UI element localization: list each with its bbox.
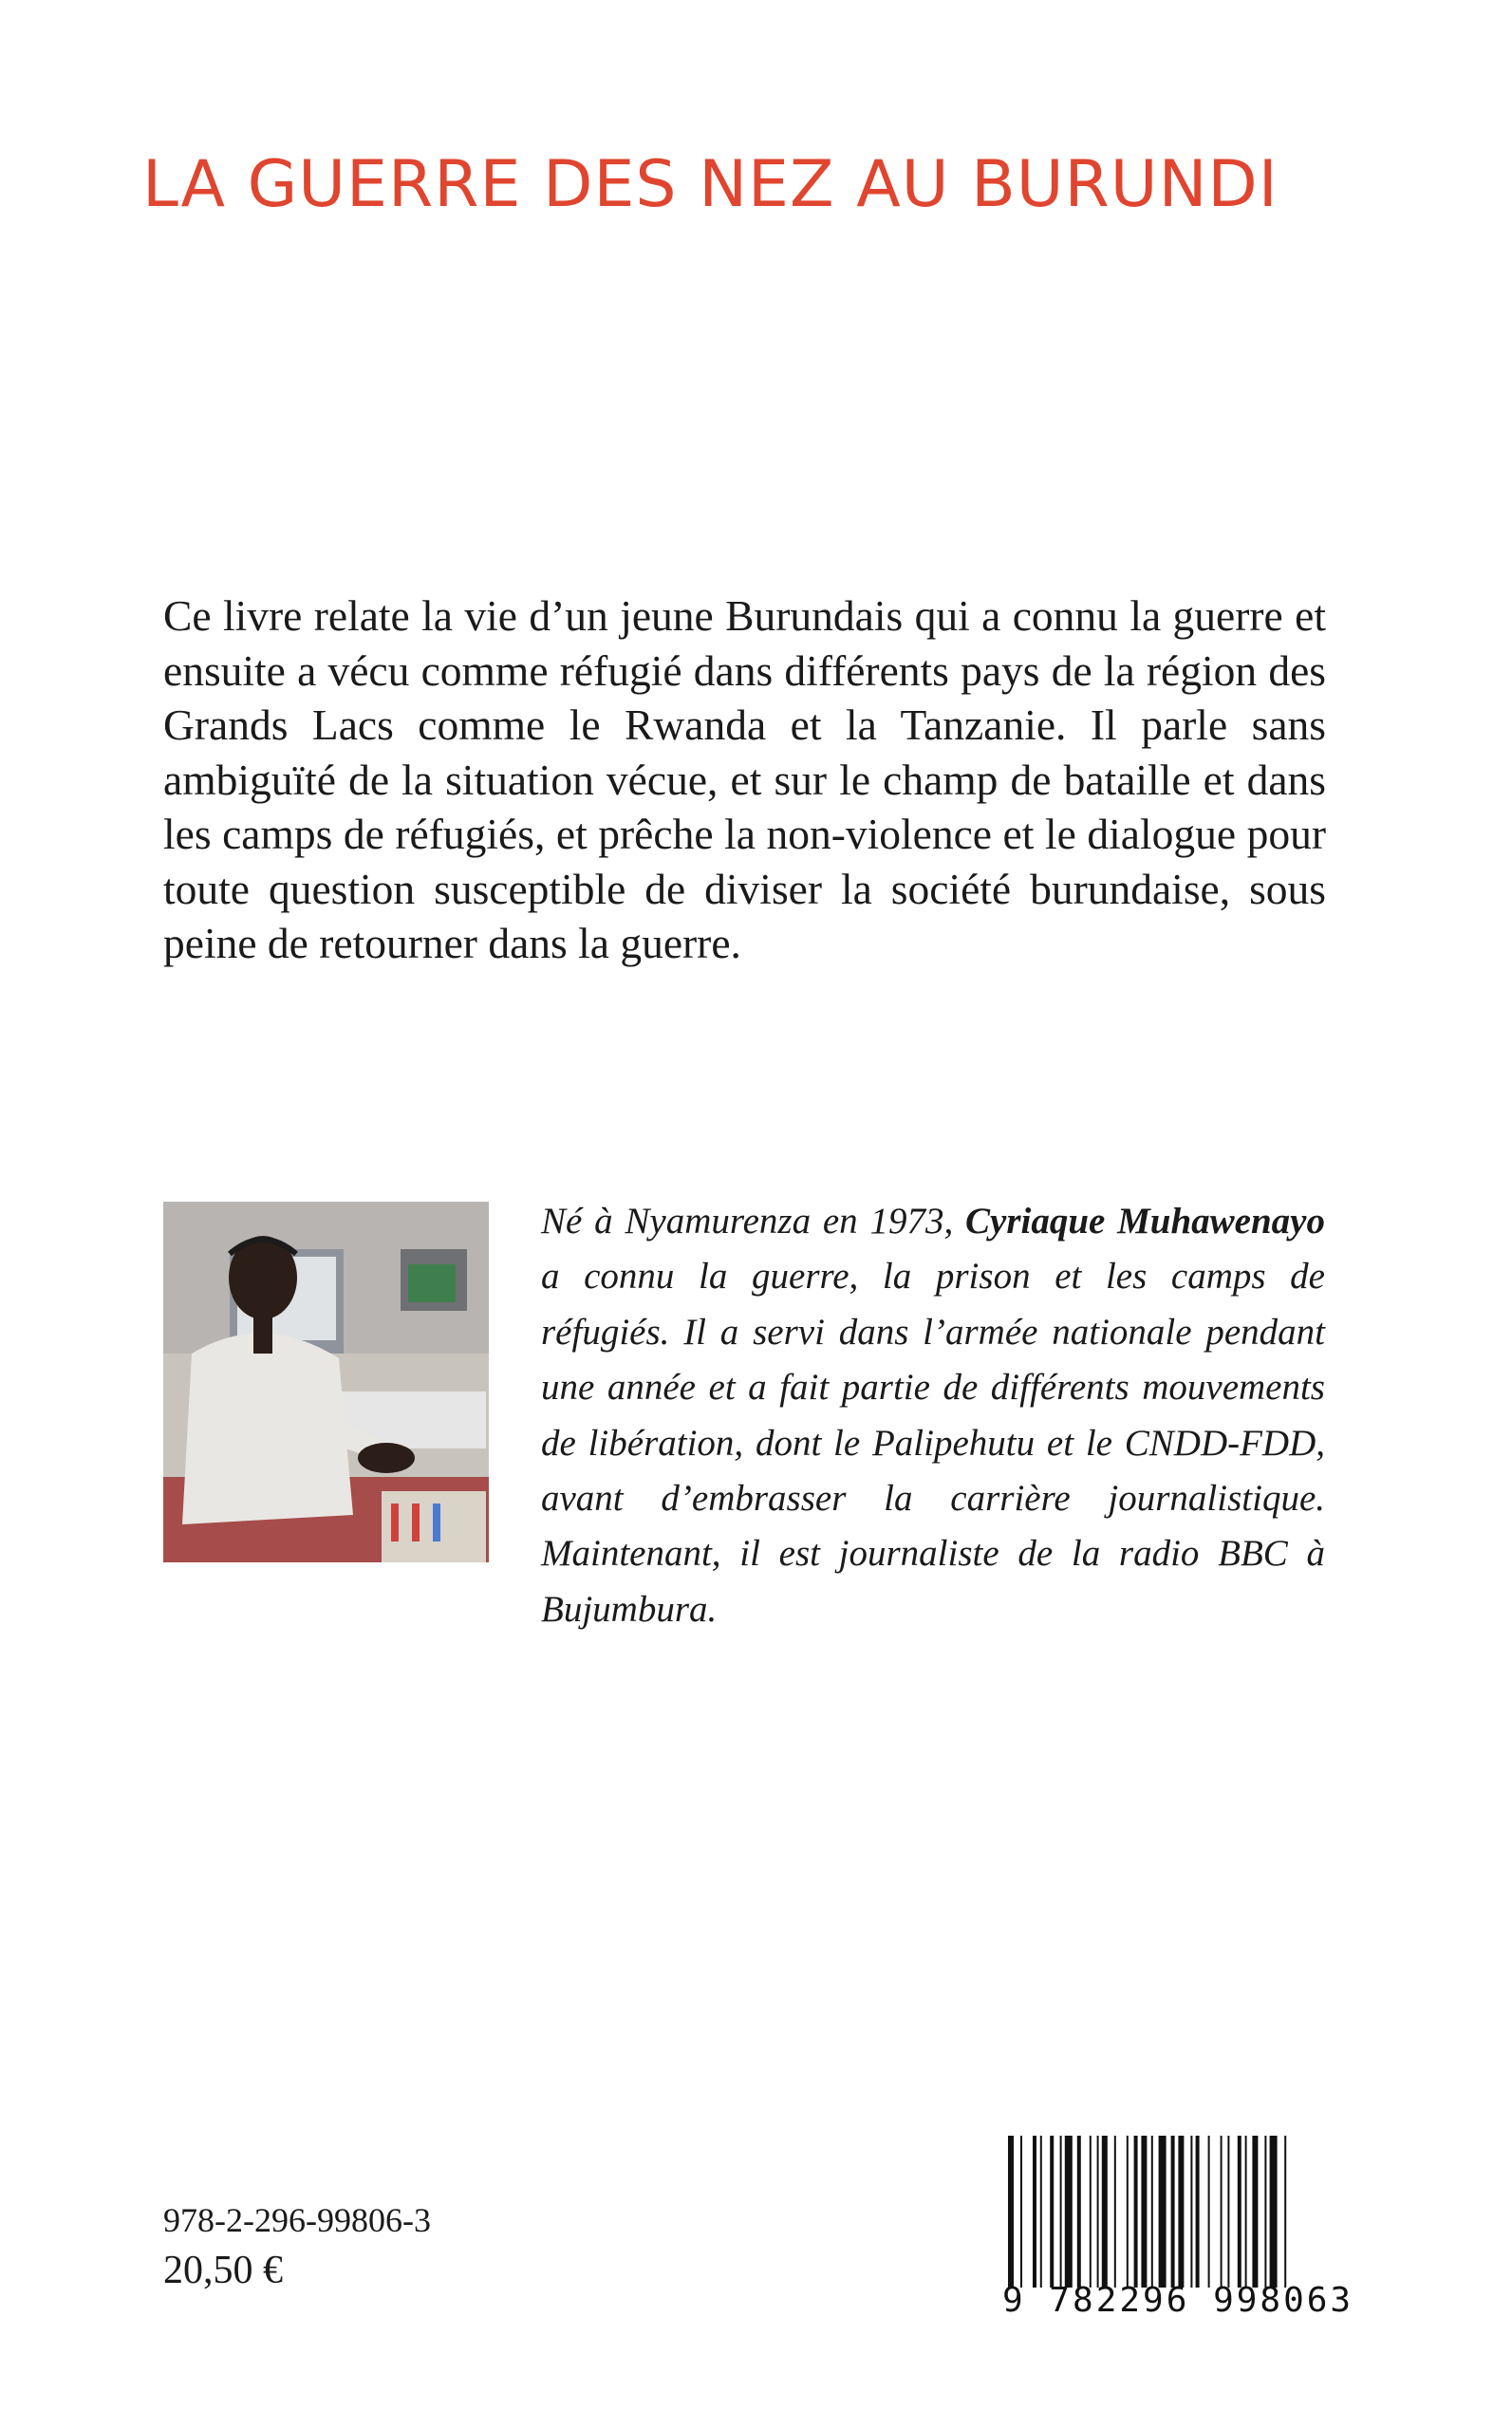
barcode-bar — [1227, 2136, 1229, 2288]
barcode-bar — [1102, 2136, 1108, 2288]
barcode-bar — [1196, 2136, 1200, 2288]
author-name: Cyriaque Muhawenayo — [965, 1201, 1325, 1242]
author-bio — [541, 1194, 1325, 1637]
barcode-bar — [1077, 2136, 1081, 2288]
barcode-bar — [1033, 2136, 1036, 2288]
bio-text: a connu la guerre, la prison et les camps de réfugiés. Il a servi dans l’armée nationale pendant une année et a fait partie de différents mouvements de libération, dont le Palipehutu et le CNDD-FDD, avant d’embrasser la carrière journalistique. Maintenant, il est journaliste de la radio BBC à Bujumbura. — [541, 1256, 1325, 1630]
barcode-bar — [1141, 2136, 1147, 2288]
barcode-bar — [1134, 2136, 1138, 2288]
barcode-bar — [1190, 2136, 1192, 2288]
barcode-digits: 9 782296 998063 — [1002, 2281, 1354, 2320]
barcode-bar — [1270, 2136, 1278, 2288]
barcode-bar — [1060, 2136, 1062, 2288]
book-title: LA GUERRE DES NEZ AU BURUNDI — [142, 147, 1279, 222]
barcode-bar — [1065, 2136, 1073, 2288]
barcode-bar — [1284, 2136, 1286, 2288]
barcode-bar — [1114, 2136, 1116, 2288]
isbn-number: 978-2-296-99806-3 — [163, 2201, 431, 2239]
barcode-bar — [1245, 2136, 1247, 2288]
barcode-bar — [1178, 2136, 1184, 2288]
barcode-bar — [1221, 2136, 1223, 2288]
barcode-bar — [1050, 2136, 1054, 2288]
book-price: 20,50 € — [163, 2249, 283, 2292]
author-photo — [163, 1202, 489, 1562]
bio-intro: Né à Nyamurenza en 1973, — [541, 1201, 965, 1242]
barcode-bar — [1008, 2136, 1014, 2288]
barcode-bar — [1090, 2136, 1092, 2288]
barcode-bar — [1171, 2136, 1175, 2288]
barcode-bar — [1040, 2136, 1042, 2288]
back-cover-blurb: Ce livre relate la vie d’un jeune Burundais qui a connu la guerre et ensuite a vécu comme réfugié dans différents pays de la région des Grands Lacs comme le Rwanda et la Tanzanie. Il parle sans ambiguïté de la situation vécue, et sur le champ de bataille et dans les camps de réfugiés, et prêche la non-violence et le dialogue pour toute question susceptible de diviser la société burundaise, sous peine de retourner dans la guerre. — [163, 591, 1326, 967]
barcode-bar — [1159, 2136, 1167, 2288]
barcode-bar — [1151, 2136, 1153, 2288]
barcode-bar — [1264, 2136, 1266, 2288]
barcode-bar — [1238, 2136, 1241, 2288]
barcode-bar — [1208, 2136, 1210, 2288]
barcode-bar — [1020, 2136, 1022, 2288]
barcode-bar — [1097, 2136, 1099, 2288]
barcode-bar — [1252, 2136, 1258, 2288]
barcode-bar — [1127, 2136, 1129, 2288]
